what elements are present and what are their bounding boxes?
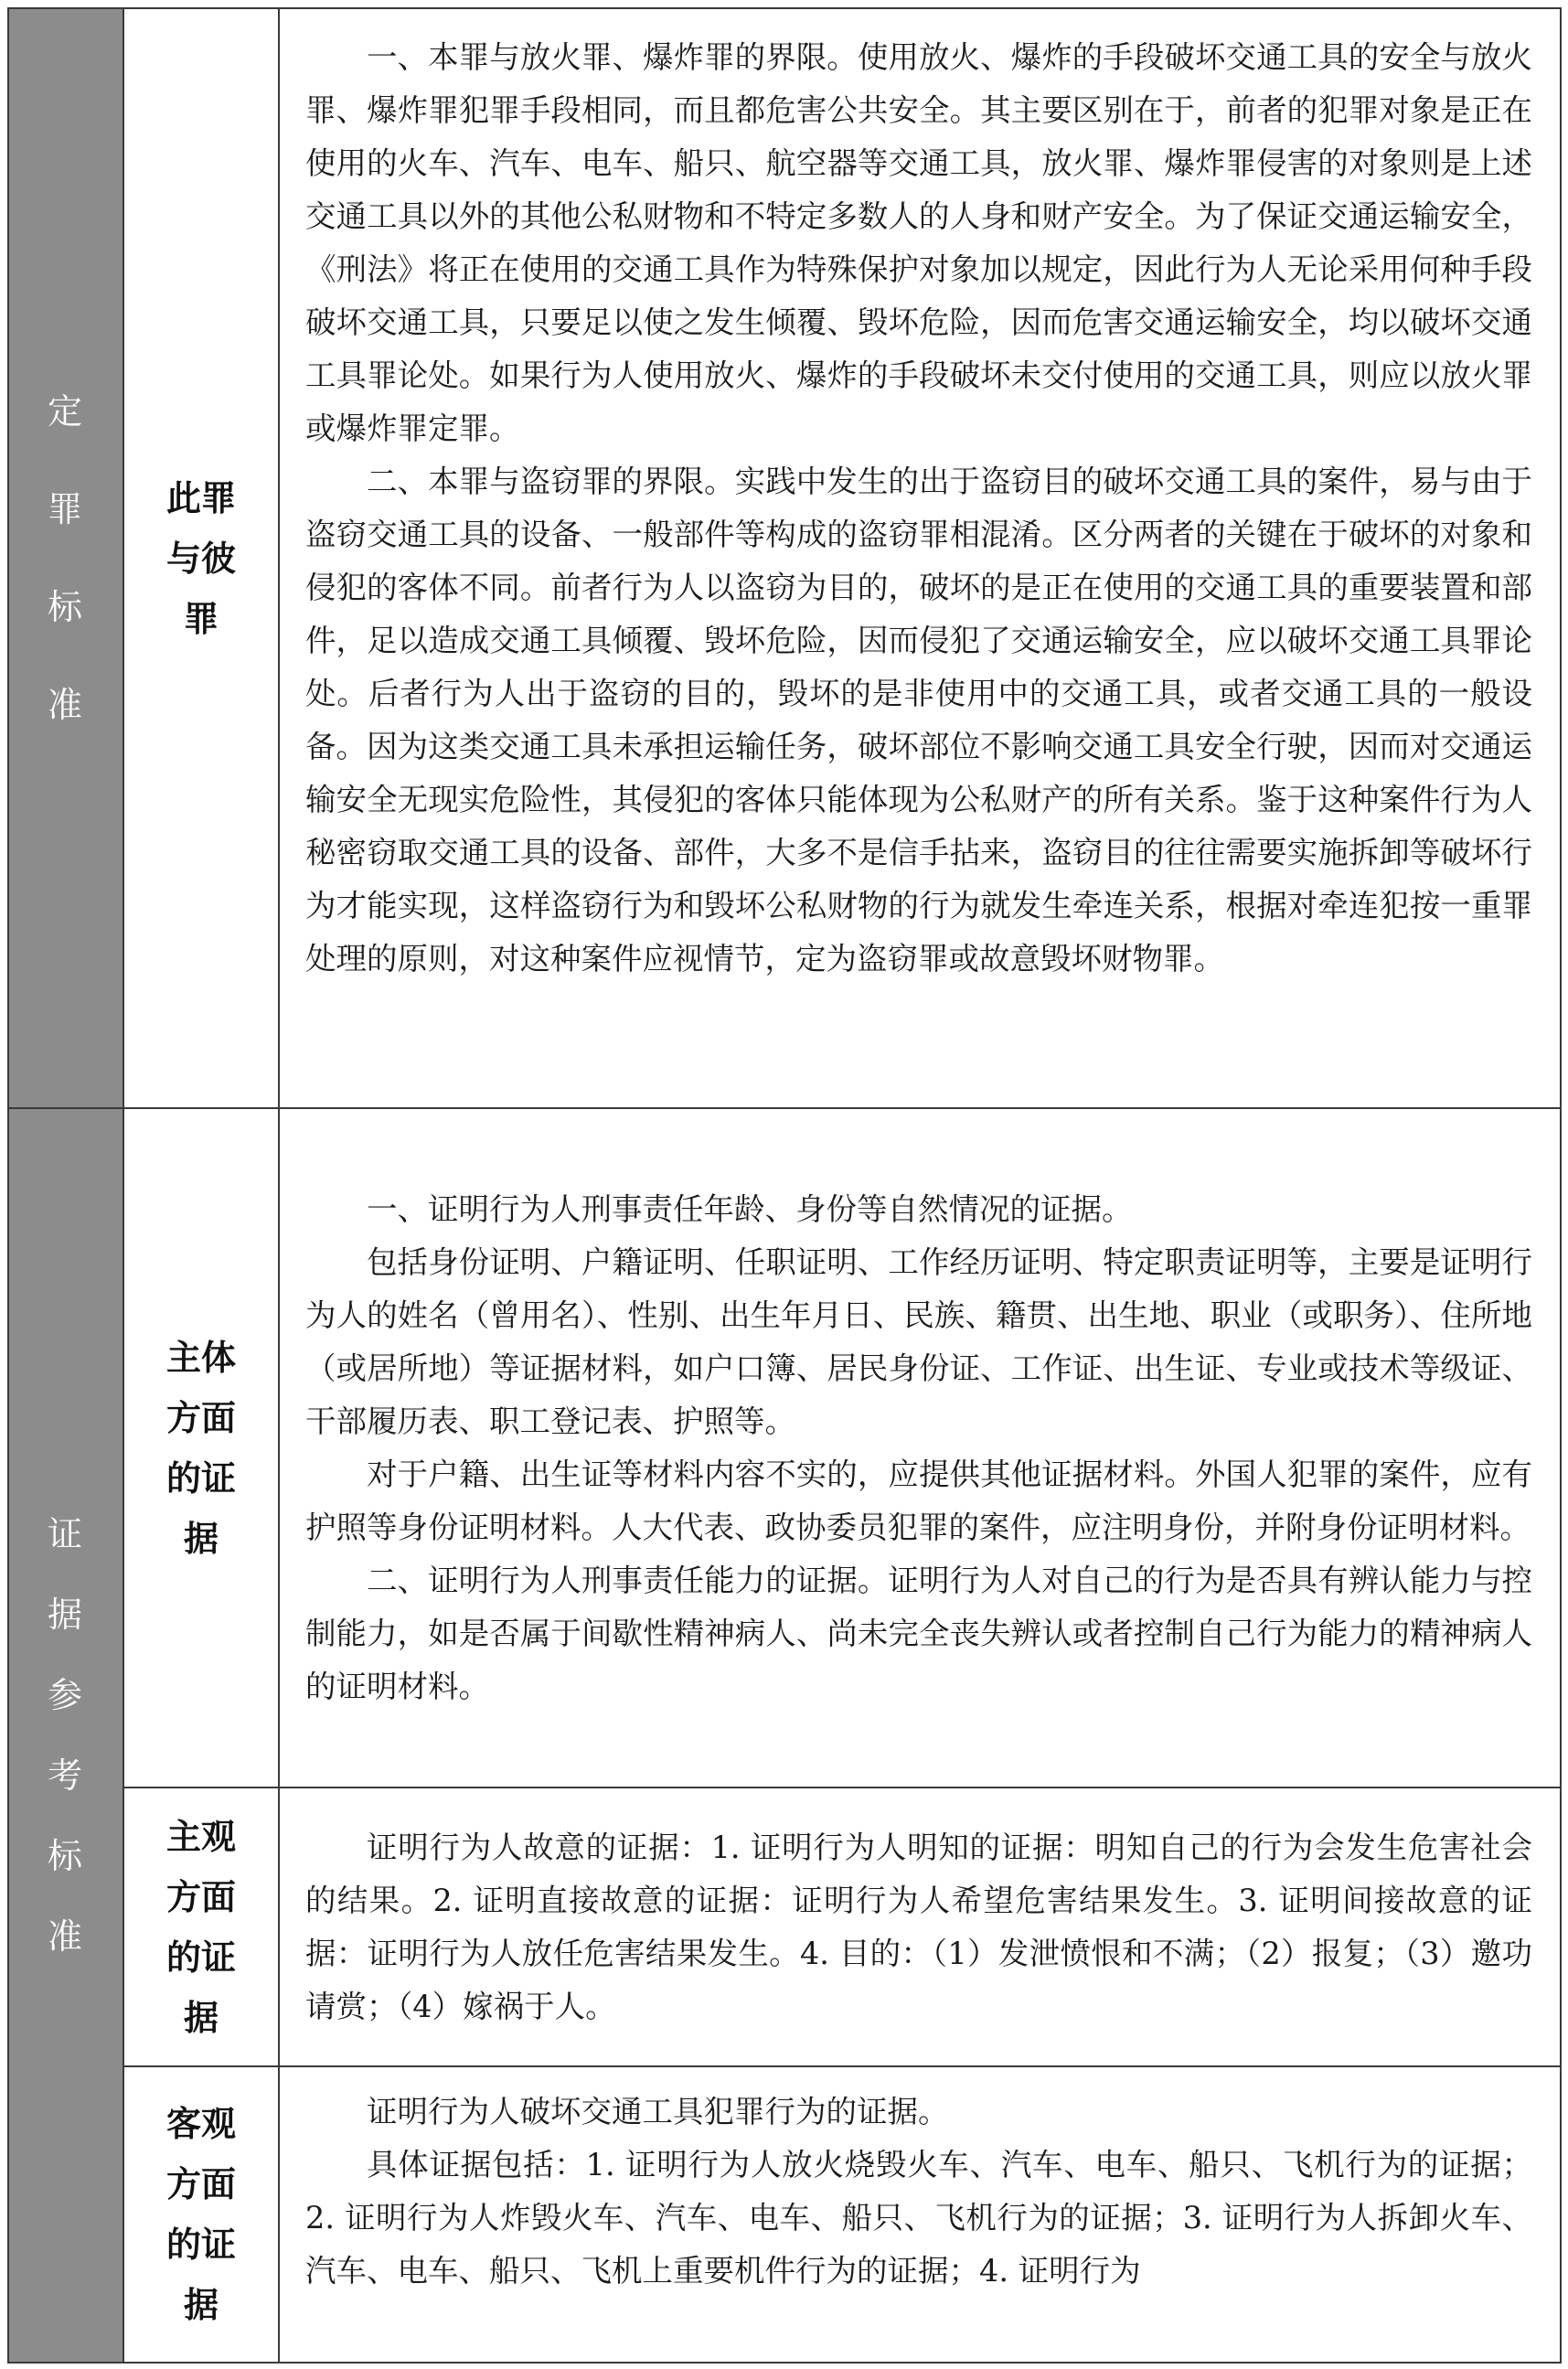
subcategory-label: 客观方面的证据 — [165, 2104, 236, 2325]
category-label: 证据参考标准 — [48, 1514, 85, 1957]
paragraph: 证明行为人破坏交通工具犯罪行为的证据。 — [367, 2094, 949, 2129]
category-label: 定罪标准 — [48, 390, 85, 725]
category-cell-conviction — [8, 8, 123, 1108]
subcategory-label: 主观方面的证据 — [165, 1816, 236, 2038]
paragraph: 包括身份证明、户籍证明、任职证明、工作经历证明、特定职责证明等，主要是证明行为人的姓名（曾用名）、性别、出生年月日、民族、籍贯、出生地、职业（或职务）、住所地（或居所地）等证据材料，如户口簿、居民身份证、工作证、出生证、专业或技术等级证、干部履历表、职工登记表、护照等。 — [305, 1243, 1532, 1439]
category-cell-evidence — [8, 1108, 123, 2363]
subcategory-label: 主体方面的证据 — [165, 1337, 236, 1559]
paragraph: 一、本罪与放火罪、爆炸罪的界限。使用放火、爆炸的手段破坏交通工具的安全与放火罪、爆炸罪犯罪手段相同，而且都危害公共安全。其主要区别在于，前者的犯罪对象是正在使用的火车、汽车、电车、船只、航空器等交通工具，放火罪、爆炸罪侵害的对象则是上述交通工具以外的其他公私财物和不特定多数人的人身和财产安全。为了保证交通运输安全，《刑法》将正在使用的交通工具作为特殊保护对象加以规定，因此行为人无论采用何种手段破坏交通工具，只要足以使之发生倾覆、毁坏危险，因而危害交通运输安全，均以破坏交通工具罪论处。如果行为人使用放火、爆炸的手段破坏未交付使用的交通工具，则应以放火罪或爆炸罪定罪。 — [305, 39, 1532, 446]
paragraph: 二、证明行为人刑事责任能力的证据。证明行为人对自己的行为是否具有辨认能力与控制能力，如是否属于间歇性精神病人、尚未完全丧失辨认或者控制自己行为能力的精神病人的证明材料。 — [305, 1562, 1532, 1704]
paragraph: 一、证明行为人刑事责任年龄、身份等自然情况的证据。 — [367, 1190, 1133, 1227]
legal-standards-table — [7, 7, 1562, 2364]
table-row — [8, 1787, 1561, 2066]
subcategory-cell — [123, 2066, 279, 2363]
table-row — [8, 8, 1561, 1108]
content-cell — [279, 2066, 1561, 2363]
subcategory-label: 此罪与彼罪 — [165, 477, 236, 639]
paragraph: 对于户籍、出生证等材料内容不实的，应提供其他证据材料。外国人犯罪的案件，应有护照等身份证明材料。人大代表、政协委员犯罪的案件，应注明身份，并附身份证明材料。 — [305, 1456, 1532, 1545]
paragraph: 证明行为人故意的证据：1. 证明行为人明知的证据：明知自己的行为会发生危害社会的结果。2. 证明直接故意的证据：证明行为人希望危害结果发生。3. 证明间接故意的证据：证明行为人放任危害结果发生。4. 目的：（1）发泄愤恨和不满；（2）报复；（3）邀功请赏；（4）嫁祸于人。 — [305, 1829, 1532, 2024]
content-cell — [279, 1787, 1561, 2066]
subcategory-cell — [123, 1787, 279, 2066]
paragraph: 具体证据包括：1. 证明行为人放火烧毁火车、汽车、电车、船只、飞机行为的证据；2. 证明行为人炸毁火车、汽车、电车、船只、飞机行为的证据；3. 证明行为人拆卸火车、汽车、电车、船只、飞机上重要机件行为的证据；4. 证明行为 — [305, 2147, 1532, 2289]
table-row — [8, 2066, 1561, 2363]
content-cell — [279, 1108, 1561, 1787]
paragraph: 二、本罪与盗窃罪的界限。实践中发生的出于盗窃目的破坏交通工具的案件，易与由于盗窃交通工具的设备、一般部件等构成的盗窃罪相混淆。区分两者的关键在于破坏的对象和侵犯的客体不同。前者行为人以盗窃为目的，破坏的是正在使用的交通工具的重要装置和部件，足以造成交通工具倾覆、毁坏危险，因而侵犯了交通运输安全，应以破坏交通工具罪论处。后者行为人出于盗窃的目的，毁坏的是非使用中的交通工具，或者交通工具的一般设备。因为这类交通工具未承担运输任务，破坏部位不影响交通工具安全行驶，因而对交通运输安全无现实危险性，其侵犯的客体只能体现为公私财产的所有关系。鉴于这种案件行为人秘密窃取交通工具的设备、部件，大多不是信手拈来，盗窃目的往往需要实施拆卸等破坏行为才能实现，这样盗窃行为和毁坏公私财物的行为就发生牵连关系，根据对牵连犯按一重罪处理的原则，对这种案件应视情节，定为盗窃罪或故意毁坏财物罪。 — [305, 464, 1532, 976]
content-cell — [279, 8, 1561, 1108]
subcategory-cell — [123, 8, 279, 1108]
subcategory-cell — [123, 1108, 279, 1787]
table-row — [8, 1108, 1561, 1787]
